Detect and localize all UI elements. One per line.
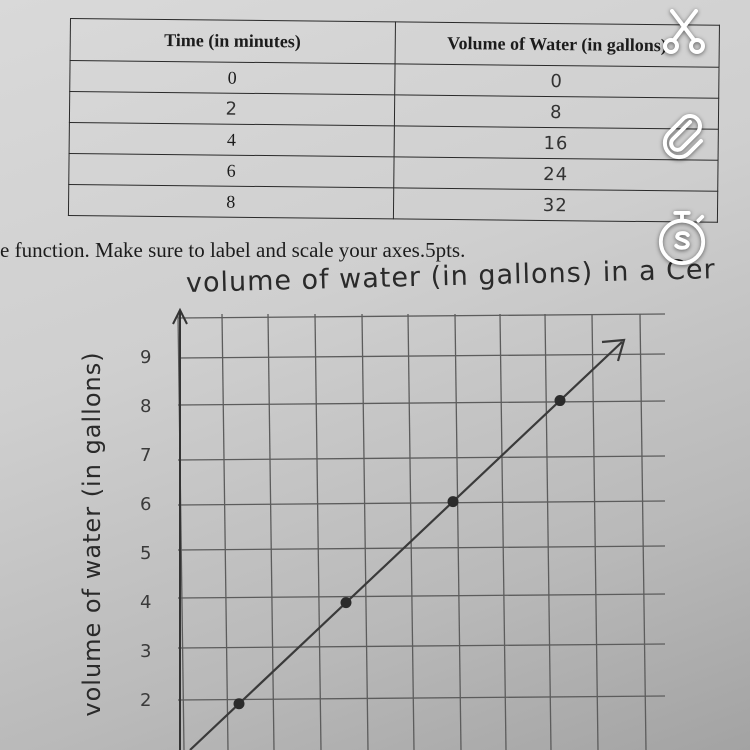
y-tick-labels bbox=[140, 347, 151, 711]
grid-line-horizontal bbox=[178, 644, 665, 648]
scissors-tool[interactable] bbox=[658, 6, 710, 58]
time-cell: 8 bbox=[68, 185, 393, 219]
grid-line-vertical bbox=[408, 314, 414, 750]
grid-line-horizontal bbox=[178, 501, 665, 505]
time-cell: 4 bbox=[69, 123, 394, 157]
graph-title: volume of water (in gallons) in a Cer bbox=[185, 254, 717, 299]
plot-line-layer bbox=[190, 340, 624, 750]
timer-tool[interactable] bbox=[656, 212, 708, 264]
time-cell: 0 bbox=[70, 61, 395, 95]
y-tick-label: 4 bbox=[140, 592, 152, 613]
y-tick-label: 5 bbox=[140, 543, 152, 564]
volume-cell: 8 bbox=[394, 95, 719, 129]
grid-line-vertical bbox=[315, 314, 321, 750]
grid-line-vertical bbox=[268, 314, 274, 750]
y-tick-label: 9 bbox=[140, 347, 152, 368]
y-tick-label: 8 bbox=[140, 396, 152, 417]
data-point bbox=[341, 597, 352, 608]
grid-line-vertical bbox=[222, 314, 228, 750]
grid-line-vertical bbox=[500, 314, 506, 750]
time-cell: 2 bbox=[69, 92, 394, 126]
grid-line-vertical bbox=[592, 314, 598, 750]
grid-line-vertical bbox=[362, 314, 368, 750]
header-time: Time (in minutes) bbox=[70, 19, 395, 65]
y-tick-label: 3 bbox=[140, 641, 152, 662]
y-tick-label: 2 bbox=[140, 690, 152, 711]
volume-cell: 32 bbox=[393, 188, 718, 222]
y-tick-label: 7 bbox=[140, 445, 152, 466]
volume-cell: 24 bbox=[393, 157, 718, 191]
volume-cell: 0 bbox=[394, 64, 719, 98]
grid-line-horizontal bbox=[178, 546, 665, 550]
instructions-text: e function. Make sure to label and scale your axes.5pts. bbox=[0, 238, 466, 262]
volume-cell: 16 bbox=[394, 126, 719, 160]
y-axis-label: volume of water (in gallons) bbox=[78, 351, 106, 717]
scissors-icon bbox=[662, 8, 706, 56]
grid-line-horizontal bbox=[178, 401, 665, 405]
data-point bbox=[234, 698, 245, 709]
grid-line-vertical bbox=[455, 314, 461, 750]
y-tick-label: 6 bbox=[140, 494, 152, 515]
data-point bbox=[448, 496, 459, 507]
paperclip-tool[interactable] bbox=[658, 110, 710, 162]
graph-axes bbox=[173, 310, 187, 750]
data-point bbox=[555, 395, 566, 406]
timer-icon bbox=[656, 208, 708, 268]
grid-line-horizontal bbox=[178, 696, 665, 700]
grid-line-horizontal bbox=[178, 456, 665, 460]
header-volume: Volume of Water (in gallons) bbox=[395, 22, 720, 68]
grid-line-vertical bbox=[640, 314, 646, 750]
paperclip-icon bbox=[660, 112, 708, 160]
grid-line-vertical bbox=[545, 314, 551, 750]
grid-line-horizontal bbox=[178, 594, 665, 598]
time-cell: 6 bbox=[69, 154, 394, 188]
